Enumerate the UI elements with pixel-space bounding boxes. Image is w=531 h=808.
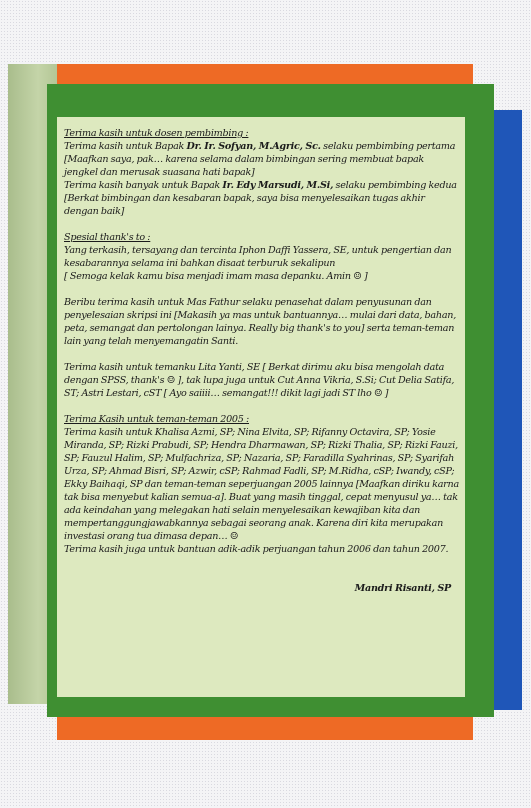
- pembimbing-line-1-start: Terima kasih untuk Bapak: [64, 141, 187, 152]
- teman-closing: Terima kasih juga untuk bantuan adik-adik perjuangan tahun 2006 dan tahun 2007.: [64, 544, 449, 555]
- mas-fathur-paragraph: Beribu terima kasih untuk Mas Fathur selaku penasehat dalam penyusunan dan penyelesaian skripsi ini [Makasih ya mas untuk bantuannya… mulai dari data, bahan, peta, semangat dan pertolongan lainya. Really big thank's to you] serta teman-teman lain yang telah menyemangatin Santi.: [64, 297, 457, 347]
- signature: Mandri Risanti, SP: [354, 583, 451, 594]
- pembimbing-2-note: [Berkat bimbingan dan kesabaran bapak, saya bisa menyelesaikan tugas akhir dengan baik]: [64, 193, 425, 217]
- teman-text: Terima kasih untuk Khalisa Azmi, SP; Nina Elvita, SP; Rifanny Octavira, SP; Yosie Miranda, SP; Rizki Prabudi, SP; Hendra Dharmawan, SP; Rizki Thalia, SP; Rizki Fauzi, SP; Fauzul Halim, SP; Mulfachriza, SP; Nazaria, SP; Faradilla Syahrinas, SP; Syarifah Urza, SP; Ahmad Bisri, SP; Azwir, cSP; Rahmad Fadli, SP; M.Ridha, cSP; Iwandy, cSP; Ekky Baihaqi, SP dan teman-teman seperjuangan 2005 lainnya [Maafkan diriku karna tak bisa menyebut kalian semua-a]. Buat yang masih tinggal, cepat menyusul ya… tak ada keindahan yang melegakan hati selain menyelesaikan kewajiban kita dan mempertanggungjawabkannya sebagai seorang anak. Karena diri kita merupakan investasi orang tua dimasa depan… ☺: [64, 427, 459, 542]
- pembimbing-line-2-start: Terima kasih banyak untuk Bapak: [64, 180, 223, 191]
- teman-heading: Terima Kasih untuk teman-teman 2005 :: [64, 414, 250, 425]
- pembimbing-1-name: Dr. Ir. Sofyan, M.Agric, Sc.: [186, 141, 321, 152]
- pembimbing-line-1-end: selaku pembimbing pertama: [320, 141, 456, 152]
- bottom-orange-band: [57, 716, 473, 740]
- lita-paragraph: Terima kasih untuk temanku Lita Yanti, SE [ Berkat dirimu aku bisa mengolah data dengan SPSS, thank's ☺ ], tak lupa juga untuk Cut Anna Vikria, S.Si; Cut Delia Satifa, ST; Astri Lestari, cST [ Ayo saiiii… semangat!!! dikit lagi jadi ST lho ☺ ]: [64, 362, 455, 399]
- spesial-heading: Spesial thank's to :: [64, 232, 151, 243]
- spesial-section: [64, 231, 459, 283]
- spesial-text: Yang terkasih, tersayang dan tercinta Iphon Daffi Yassera, SE, untuk pengertian dan kesabarannya selama ini bahkan disaat terburuk sekalipun: [64, 245, 452, 269]
- pembimbing-1-note: [Maafkan saya, pak… karena selama dalam bimbingan sering membuat bapak jengkel dan merusak suasana hati bapak]: [64, 154, 424, 178]
- teman-section: [64, 413, 459, 556]
- pembimbing-2-name: Ir. Edy Marsudi, M.Si,: [222, 180, 334, 191]
- pembimbing-section: [64, 127, 459, 218]
- spesial-wish: [ Semoga kelak kamu bisa menjadi imam masa depanku. Amin ☺ ]: [64, 271, 368, 282]
- pembimbing-heading: Terima kasih untuk dosen pembimbing :: [64, 128, 249, 139]
- acknowledgement-panel: [57, 117, 465, 697]
- pembimbing-line-2-end: selaku pembimbing kedua: [333, 180, 457, 191]
